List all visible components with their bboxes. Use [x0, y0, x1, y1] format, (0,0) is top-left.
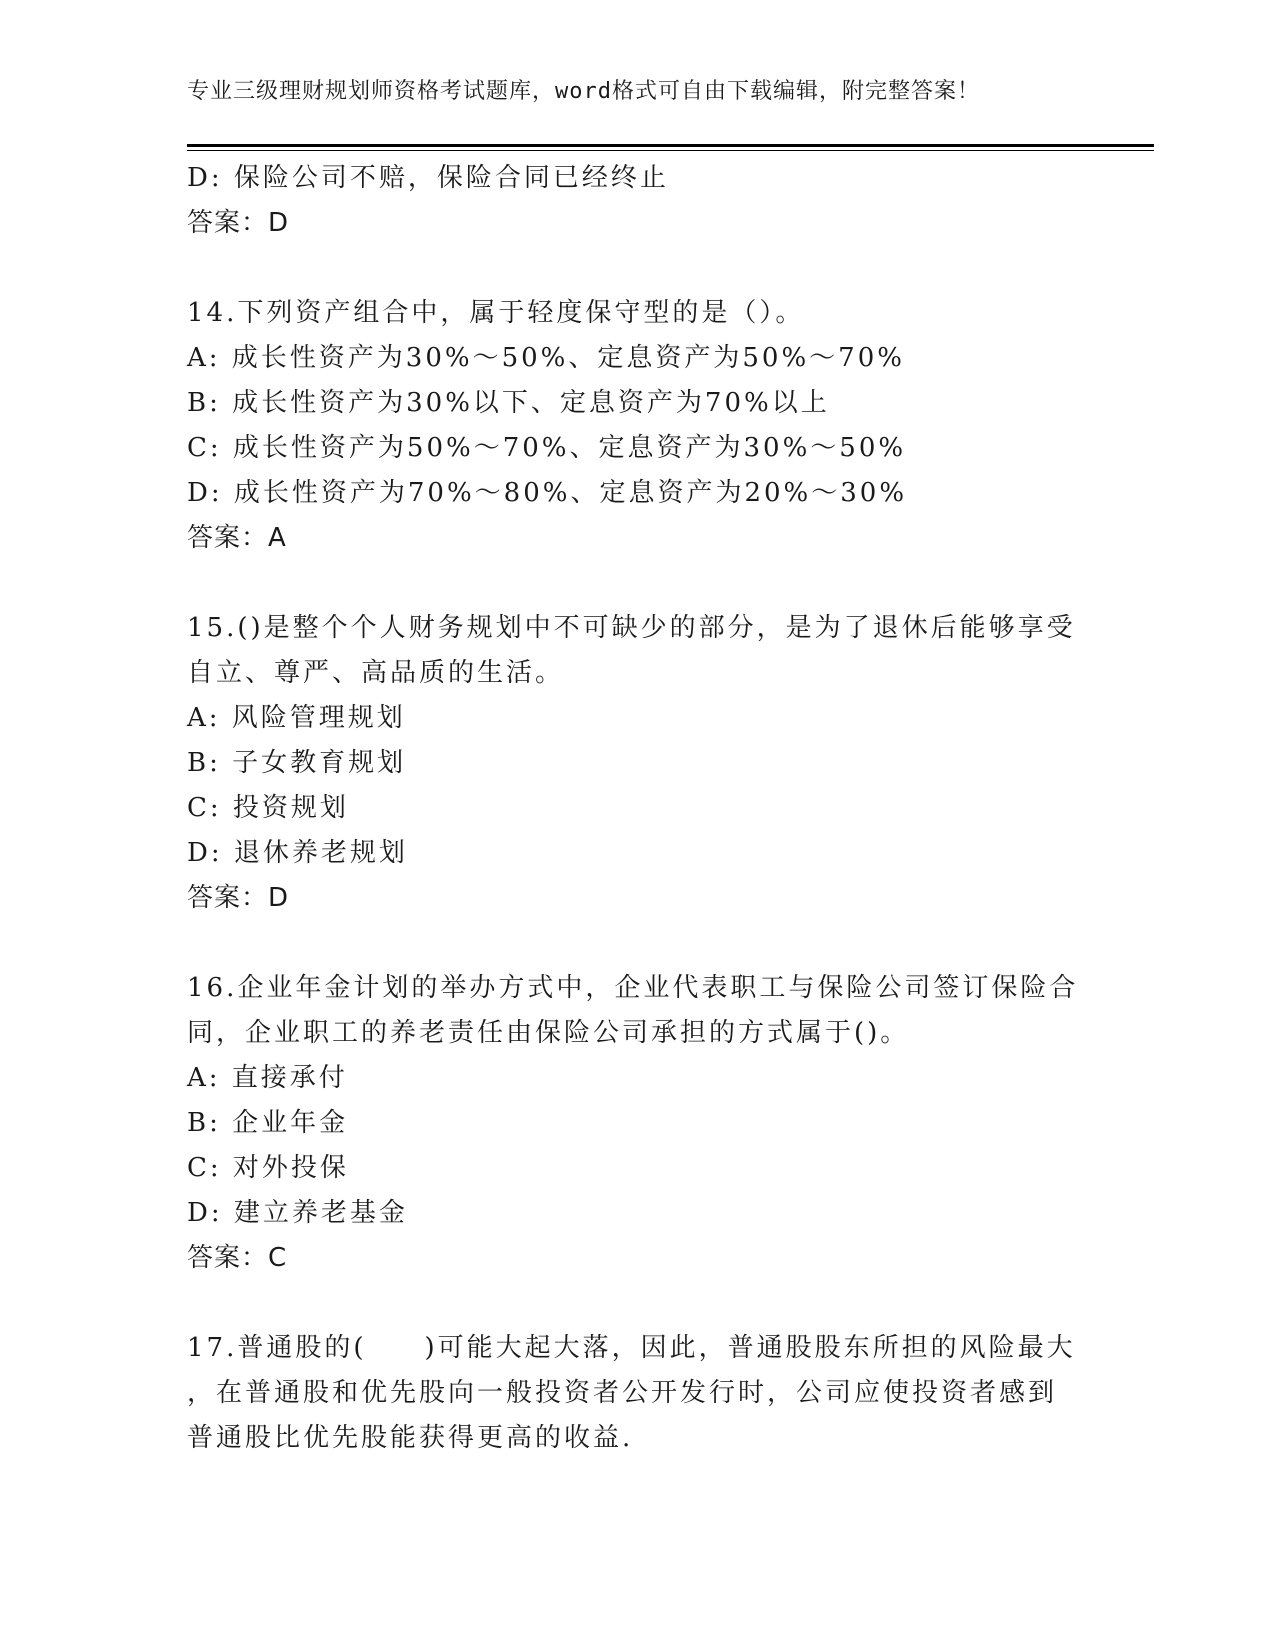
- answer: 答案：D: [187, 883, 290, 913]
- option-b: B: 子女教育规划: [187, 748, 407, 778]
- option-d: D: 建立养老基金: [187, 1198, 408, 1228]
- option-b: B: 企业年金: [187, 1108, 349, 1138]
- option-b: B: 成长性资产为30%以下、定息资产为70%以上: [187, 388, 830, 418]
- option-d: D: 成长性资产为70%～80%、定息资产为20%～30%: [187, 478, 908, 508]
- option-c: C: 投资规划: [187, 793, 349, 823]
- answer: 答案：A: [187, 523, 287, 553]
- question-stem: 15.()是整个个人财务规划中不可缺少的部分，是为了退休后能够享受: [187, 613, 1076, 643]
- question-stem-cont: 自立、尊严、高品质的生活。: [187, 658, 565, 688]
- option-a: A: 直接承付: [187, 1063, 348, 1093]
- header-rule-thin: [187, 150, 1154, 151]
- question-stem-cont: 普通股比优先股能获得更高的收益.: [187, 1423, 634, 1453]
- question-stem: 14.下列资产组合中，属于轻度保守型的是（）。: [187, 298, 805, 328]
- option-a: A: 成长性资产为30%～50%、定息资产为50%～70%: [187, 343, 905, 373]
- answer: 答案：D: [187, 208, 290, 238]
- question-17: [187, 1326, 1087, 1461]
- option-d: D: 退休养老规划: [187, 838, 408, 868]
- header-rule-thick: [187, 144, 1154, 147]
- question-stem: 17.普通股的( )可能大起大落，因此，普通股股东所担的风险最大: [187, 1333, 1076, 1363]
- option-c: C: 对外投保: [187, 1153, 349, 1183]
- page-header: 专业三级理财规划师资格考试题库，word格式可自由下载编辑，附完整答案！: [187, 79, 980, 104]
- question-14: [187, 291, 1087, 561]
- answer: 答案：C: [187, 1243, 288, 1273]
- question-stem-cont: 同，企业职工的养老责任由保险公司承担的方式属于()。: [187, 1018, 910, 1048]
- option-d: D: 保险公司不赔，保险合同已经终止: [187, 163, 669, 193]
- option-c: C: 成长性资产为50%～70%、定息资产为30%～50%: [187, 433, 907, 463]
- question-stem-cont: ，在普通股和优先股向一般投资者公开发行时，公司应使投资者感到: [187, 1378, 1058, 1408]
- question-16: [187, 966, 1087, 1281]
- option-a: A: 风险管理规划: [187, 703, 406, 733]
- document-body: [187, 156, 1087, 1461]
- question-15: [187, 606, 1087, 921]
- question-stem: 16.企业年金计划的举办方式中，企业代表职工与保险公司签订保险合: [187, 973, 1079, 1003]
